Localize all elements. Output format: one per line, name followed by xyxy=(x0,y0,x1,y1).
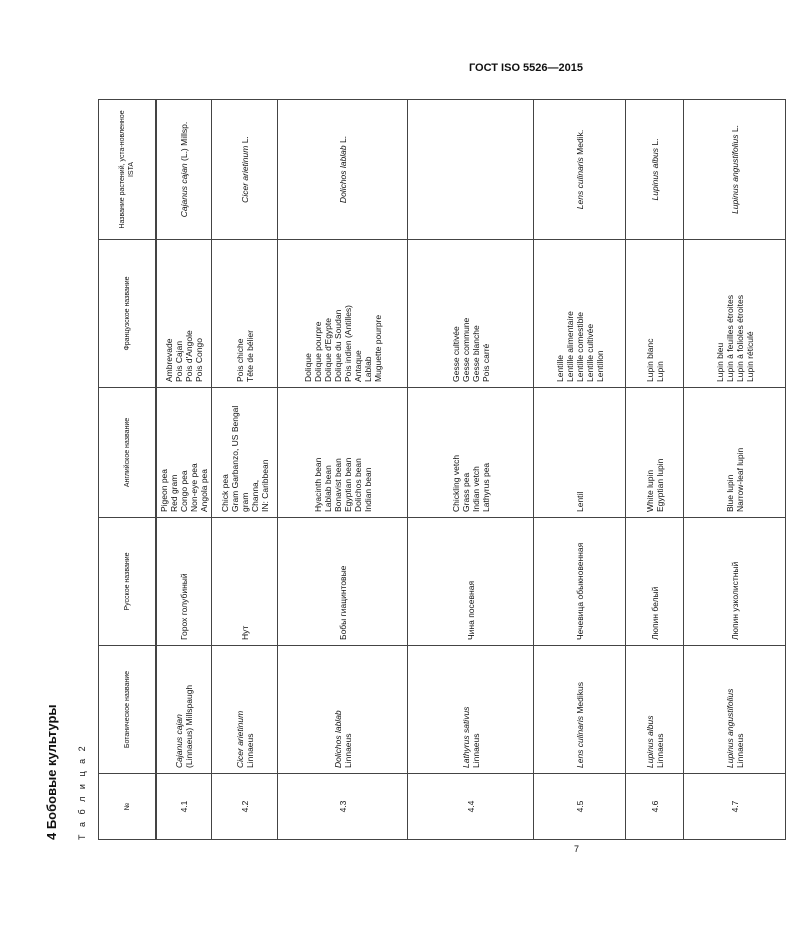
english-name: Blue lupin xyxy=(724,474,735,512)
ista-name: Cajanus cajan xyxy=(179,163,189,218)
col-header-french: Французское название xyxy=(99,240,157,388)
russian-name: Люпин белый xyxy=(649,586,660,640)
french-name: Lentillon xyxy=(594,350,605,382)
french-name: Lupin réticulé xyxy=(744,331,755,382)
cell-botanical xyxy=(212,646,278,774)
botanical-name: Cajanus cajan xyxy=(174,714,184,768)
cell-french xyxy=(534,240,626,388)
botanical-name: Cicer arietinum xyxy=(234,710,245,768)
ista-name: Lupinus albus xyxy=(649,148,660,201)
cell-ista xyxy=(212,100,278,240)
english-name: Chick pea xyxy=(219,474,230,512)
cell-num xyxy=(408,774,534,840)
botanical-name: Dolichos lablab xyxy=(332,710,343,768)
cell-ista xyxy=(156,100,212,240)
french-name: Lupin xyxy=(654,361,665,382)
cell-russian xyxy=(156,518,212,646)
ista-author: L. xyxy=(729,125,740,135)
cell-english xyxy=(278,388,408,518)
french-name: Dolique du Soudan xyxy=(332,309,343,382)
english-name: Congo pea xyxy=(179,470,189,512)
french-name: Lupin blanc xyxy=(644,338,655,382)
french-name: Pois carré xyxy=(480,343,491,382)
french-name: Pois indien (Antilles) xyxy=(342,304,353,382)
russian-name: Чина посевная xyxy=(465,580,476,640)
cell-botanical xyxy=(156,646,212,774)
english-name: Channa, xyxy=(249,479,260,512)
english-name: gram xyxy=(239,492,250,512)
ista-name: Lupinus angustifolius xyxy=(729,134,740,214)
legumes-table xyxy=(98,99,786,840)
botanical-author: Medikus xyxy=(574,682,585,717)
cell-num xyxy=(626,774,684,840)
table-row xyxy=(408,100,534,840)
english-name: Gram Garbanzo, US Bengal xyxy=(229,405,240,512)
english-name: Chickling vetch xyxy=(450,454,461,512)
cell-russian xyxy=(534,518,626,646)
row-number: 4.2 xyxy=(239,800,250,813)
col-header-ista: Название растений, уста-новленное ISTA xyxy=(99,100,157,240)
french-name: Lupin à folioles étroites xyxy=(734,295,745,382)
cell-botanical xyxy=(408,646,534,774)
cell-french xyxy=(684,240,786,388)
botanical-name: Lupinus angustifolius xyxy=(724,688,735,768)
ista-author: L. xyxy=(337,135,348,146)
ista-author: (L.) Millsp. xyxy=(179,121,189,164)
french-name: Lupin à feuilles étroites xyxy=(724,295,735,382)
cell-num xyxy=(156,774,212,840)
ista-author: L. xyxy=(649,138,660,148)
table-row xyxy=(534,100,626,840)
row-number: 4.1 xyxy=(179,800,189,813)
row-number: 4.3 xyxy=(337,800,348,813)
rotated-content xyxy=(44,100,755,840)
cell-french xyxy=(626,240,684,388)
botanical-name: Lathyrus sativus xyxy=(460,706,471,768)
cell-ista xyxy=(278,100,408,240)
french-name: Lupin bleu xyxy=(714,342,725,382)
french-name: Dolique pourpre xyxy=(312,321,323,382)
french-name: Lentille alimentaire xyxy=(564,311,575,382)
row-number: 4.6 xyxy=(649,800,660,813)
english-name: White lupin xyxy=(644,469,655,512)
botanical-author: Linnaeus xyxy=(734,733,745,768)
botanical-name: Lupinus albus xyxy=(644,715,655,768)
english-name: Lathyrus pea xyxy=(480,462,491,512)
english-name: Hyacinth bean xyxy=(312,457,323,512)
table-row xyxy=(626,100,684,840)
table-row xyxy=(156,100,212,840)
row-number: 4.5 xyxy=(574,800,585,813)
french-name: Dolique d'Egypte xyxy=(322,318,333,382)
english-name: Lentil xyxy=(574,491,585,512)
french-name: Pois chiche xyxy=(234,338,245,382)
english-name: Red gram xyxy=(169,474,179,512)
ista-author: L. xyxy=(239,136,250,146)
cell-ista xyxy=(626,100,684,240)
russian-name: Нут xyxy=(239,625,250,640)
english-name: Narrow-leaf lupin xyxy=(734,447,745,512)
cell-russian xyxy=(626,518,684,646)
english-name: Egyptian bean xyxy=(342,457,353,512)
french-name: Gesse blanche xyxy=(470,325,481,382)
cell-botanical xyxy=(534,646,626,774)
col-header-russian: Русское название xyxy=(99,518,157,646)
table-row xyxy=(212,100,278,840)
cell-french xyxy=(212,240,278,388)
botanical-name: Lens culinaris xyxy=(574,716,585,768)
cell-ista xyxy=(684,100,786,240)
french-name: Antaque xyxy=(352,350,363,382)
cell-num xyxy=(684,774,786,840)
cell-english xyxy=(626,388,684,518)
table-header-row xyxy=(99,100,157,840)
botanical-author: Linnaeus xyxy=(654,733,665,768)
french-name: Lentille comestible xyxy=(574,312,585,382)
french-name: Pois Cajan xyxy=(174,340,184,382)
english-name: IN: Caribbean xyxy=(259,459,270,512)
french-name: Tête de bélier xyxy=(244,330,255,382)
cell-num xyxy=(534,774,626,840)
french-name: Lentille cultivée xyxy=(584,323,595,382)
cell-russian xyxy=(684,518,786,646)
french-name: Ambrevade xyxy=(164,338,174,382)
cell-russian xyxy=(408,518,534,646)
cell-english xyxy=(534,388,626,518)
english-name: Pigeon pea xyxy=(159,468,169,512)
french-name: Pois Congo xyxy=(194,338,204,382)
cell-english xyxy=(156,388,212,518)
cell-ista xyxy=(408,100,534,240)
page-number: 7 xyxy=(573,844,579,854)
table-caption: Т а б л и ц а 2 xyxy=(77,743,87,840)
row-number: 4.7 xyxy=(729,800,740,813)
cell-russian xyxy=(212,518,278,646)
english-name: Egyptian lupin xyxy=(654,458,665,512)
ista-name: Cicer arietinum xyxy=(239,145,250,203)
ista-author: Medik. xyxy=(574,129,585,158)
english-name: Non-eye pea xyxy=(189,463,199,512)
botanical-author: Linnaeus xyxy=(244,733,255,768)
col-header-num: № xyxy=(99,774,157,840)
french-name: Dolique xyxy=(302,353,313,382)
cell-english xyxy=(408,388,534,518)
ista-name: Lens culinaris xyxy=(574,157,585,210)
french-name: Lentille xyxy=(554,355,565,382)
botanical-author: Linnaeus xyxy=(470,733,481,768)
col-header-botanical: Ботаническое название xyxy=(99,646,157,774)
cell-num xyxy=(278,774,408,840)
cell-english xyxy=(212,388,278,518)
cell-ista xyxy=(534,100,626,240)
english-name: Bonavist bean xyxy=(332,458,343,512)
row-number: 4.4 xyxy=(465,800,476,813)
section-title: 4 Бобовые культуры xyxy=(44,704,59,840)
french-name: Gesse commune xyxy=(460,317,471,382)
cell-french xyxy=(156,240,212,388)
french-name: Lablab xyxy=(362,356,373,382)
english-name: Indian bean xyxy=(362,467,373,512)
cell-botanical xyxy=(278,646,408,774)
english-name: Lablab bean xyxy=(322,465,333,512)
english-name: Dolichos bean xyxy=(352,458,363,512)
french-name: Gesse cultivée xyxy=(450,326,461,382)
standard-designation: ГОСТ ISO 5526—2015 xyxy=(468,62,583,74)
botanical-author: (Linnaeus) Millspaugh xyxy=(184,684,194,768)
russian-name: Бобы гиацинтовые xyxy=(337,565,348,640)
table-row xyxy=(684,100,786,840)
botanical-author: Linnaeus xyxy=(342,733,353,768)
cell-russian xyxy=(278,518,408,646)
cell-french xyxy=(278,240,408,388)
col-header-english: Английское название xyxy=(99,388,157,518)
table-row xyxy=(278,100,408,840)
cell-french xyxy=(408,240,534,388)
ista-name: Dolichos lablab xyxy=(337,145,348,204)
french-name: Pois d'Angole xyxy=(184,330,194,382)
russian-name: Горох голубиный xyxy=(179,573,189,640)
cell-english xyxy=(684,388,786,518)
english-name: Indian vetch xyxy=(470,466,481,512)
english-name: Grass pea xyxy=(460,472,471,512)
cell-num xyxy=(212,774,278,840)
russian-name: Чечевица обыкновенная xyxy=(574,542,585,640)
english-name: Angola pea xyxy=(199,468,209,512)
russian-name: Люпин узколистный xyxy=(729,561,740,640)
french-name: Muguette pourpre xyxy=(372,314,383,382)
cell-botanical xyxy=(626,646,684,774)
cell-botanical xyxy=(684,646,786,774)
